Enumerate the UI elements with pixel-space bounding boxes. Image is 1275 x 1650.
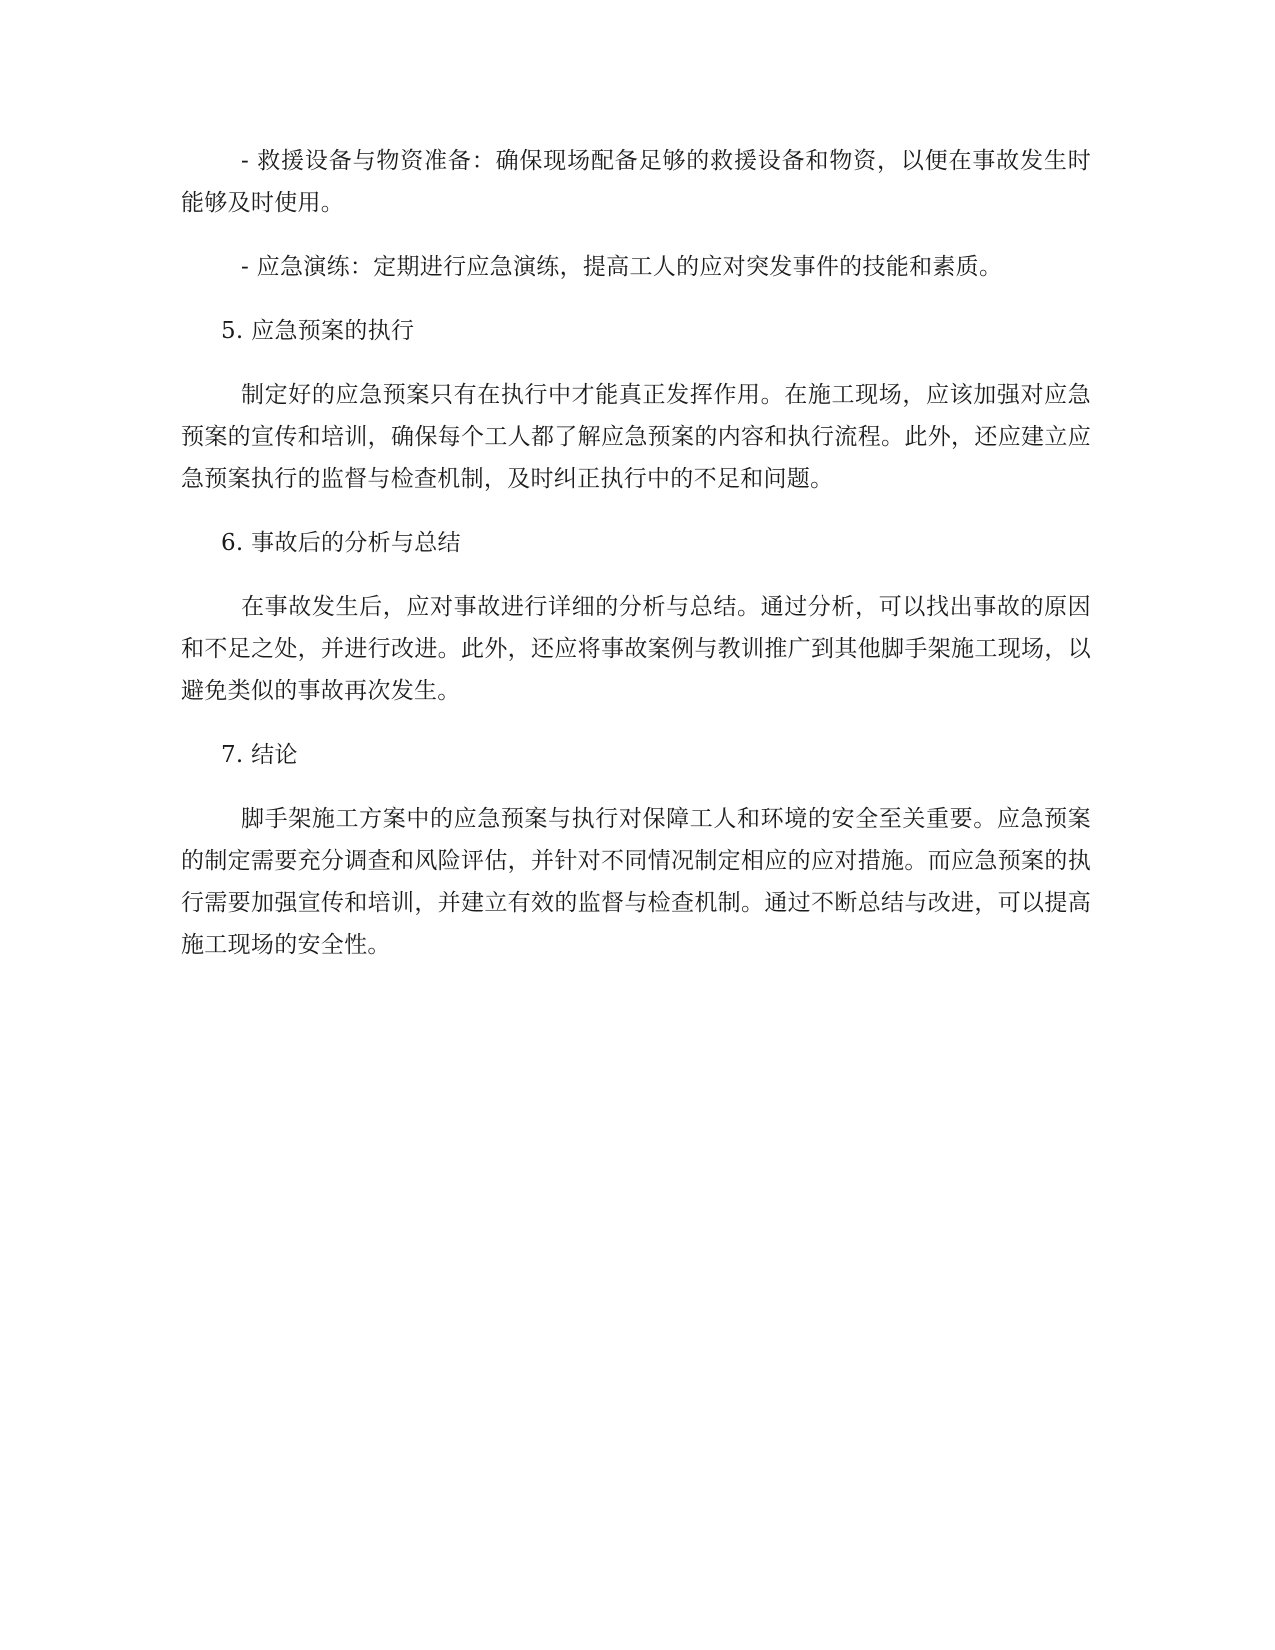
paragraph-post-accident-analysis: 在事故发生后，应对事故进行详细的分析与总结。通过分析，可以找出事故的原因和不足之处，并进行改进。此外，还应将事故案例与教训推广到其他脚手架施工现场，以避免类似的事故再次发生。 (181, 594, 1091, 704)
paragraph-emergency-drill: - 应急演练：定期进行应急演练，提高工人的应对突发事件的技能和素质。 (241, 254, 1003, 280)
heading-plan-execution: 5. 应急预案的执行 (221, 318, 415, 344)
paragraph-plan-execution: 制定好的应急预案只有在执行中才能真正发挥作用。在施工现场，应该加强对应急预案的宣传和培训，确保每个工人都了解应急预案的内容和执行流程。此外，还应建立应急预案执行的监督与检查机制，及时纠正执行中的不足和问题。 (181, 382, 1091, 492)
heading-post-accident-analysis: 6. 事故后的分析与总结 (221, 530, 461, 556)
document-page (181, 140, 1091, 1610)
heading-conclusion: 7. 结论 (221, 742, 298, 768)
paragraph-conclusion: 脚手架施工方案中的应急预案与执行对保障工人和环境的安全至关重要。应急预案的制定需要充分调查和风险评估，并针对不同情况制定相应的应对措施。而应急预案的执行需要加强宣传和培训，并建立有效的监督与检查机制。通过不断总结与改进，可以提高施工现场的安全性。 (181, 806, 1091, 958)
paragraph-rescue-equipment: - 救援设备与物资准备：确保现场配备足够的救援设备和物资，以便在事故发生时能够及时使用。 (181, 148, 1091, 216)
